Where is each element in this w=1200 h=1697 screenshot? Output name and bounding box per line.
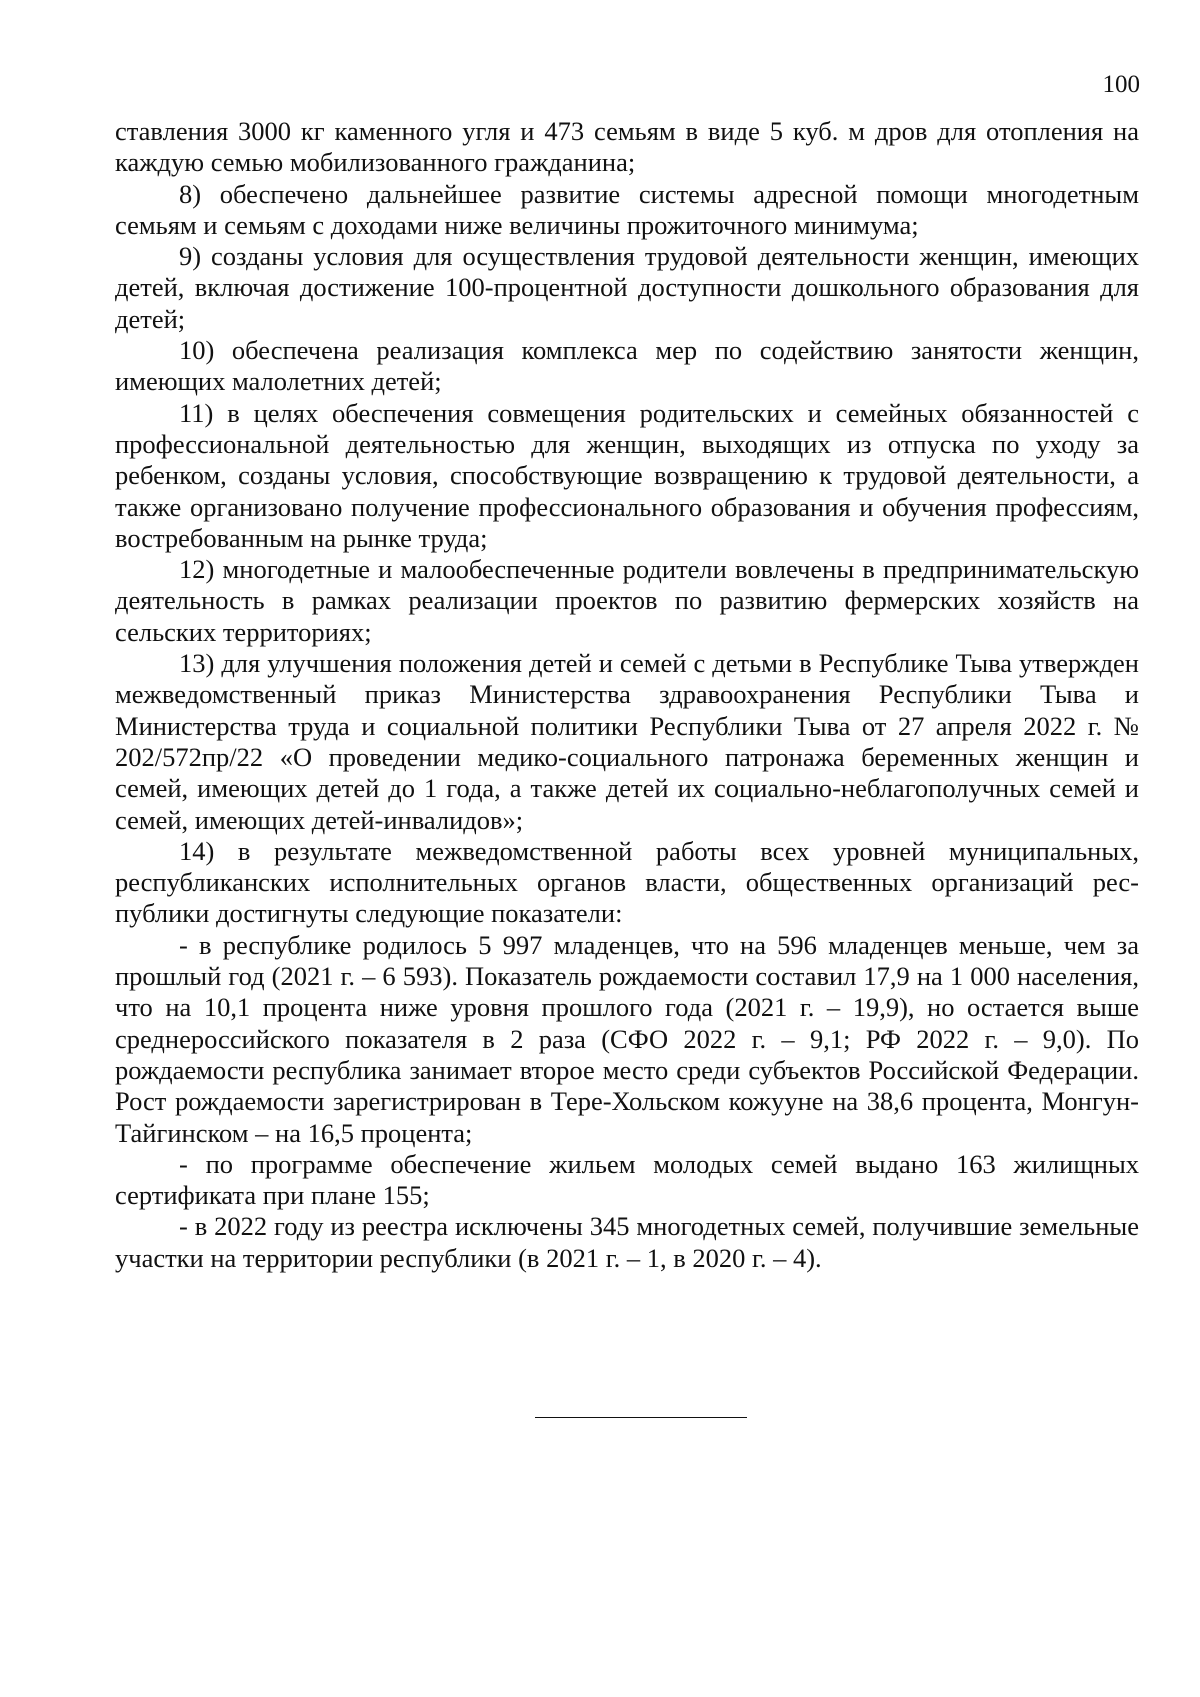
paragraph-continuation: ставления 3000 кг каменного угля и 473 семьям в виде 5 куб. м дров для отопления на каждую семью мобилизованного гражданина; <box>115 116 1139 178</box>
paragraph-item-13: 13) для улучшения положения детей и семей с детьми в Республике Тыва утвержден межведомственный приказ Министерства здравоохранения Республики Тыва и Министерства труда и социальной политики Республики Тыва от 27 апреля 2022 г. № 202/572пр/22 «О проведении медико-социального патронажа беременных женщин и семей, имеющих детей до 1 года, а также детей их социально-неблагополучных семей и семей, имеющих детей-инвалидов»; <box>115 648 1139 835</box>
paragraph-item-8: 8) обеспечено дальнейшее развитие системы адресной помощи многодетным семьям и семьям с доходами ниже величины прожиточного минимума; <box>115 178 1139 240</box>
end-separator-line <box>535 1417 747 1418</box>
paragraph-item-9: 9) созданы условия для осуществления трудовой деятельности женщин, имеющих детей, включая достижение 100-процентной доступности дошкольного образования для детей; <box>115 241 1139 334</box>
paragraph-item-14: 14) в результате межведомственной работы всех уровней муниципальных, республиканских исполнительных органов власти, общественных организаций республики достигнуты следующие показатели: <box>115 835 1139 929</box>
paragraph-item-10: 10) обеспечена реализация комплекса мер по содействию занятости женщин, имеющих малолетних детей; <box>115 335 1139 397</box>
paragraph-item-11: 11) в целях обеспечения совмещения родительских и семейных обязанностей с профессиональной деятельностью для женщин, выходящих из отпуска по уходу за ребенком, созданы условия, способствующие возвращению к трудовой деятельности, а также организовано получение профессионального образования и обучения профессиям, востребованным на рынке труда; <box>115 397 1139 553</box>
paragraph-item-12: 12) многодетные и малообеспеченные родители вовлечены в предпринимательскую деятельность в рамках реализации проектов по развитию фермерских хозяйств на сельских территориях; <box>115 554 1139 647</box>
document-body <box>115 116 1139 1274</box>
paragraph-bullet-births: - в республике родилось 5 997 младенцев, что на 596 младенцев меньше, чем за прошлый год (2021 г. – 6 593). Показатель рождаемости составил 17,9 на 1 000 населения, что на 10,1 процента ниже уровня прошлого года (2021 г. – 19,9), но остается выше среднероссийского показателя в 2 раза (СФО 2022 г. – 9,1; РФ 2022 г. – 9,0). По рождаемости республика занимает второе место среди субъектов Российской Федерации. Рост рождаемости зарегистрирован в Тере-Хольском кожууне на 38,6 процента, Монгун-Тайгинском – на 16,5 процента; <box>115 929 1139 1148</box>
page-number: 100 <box>1102 71 1140 98</box>
paragraph-bullet-housing: - по программе обеспечение жильем молодых семей выдано 163 жилищных сертификата при плане 155; <box>115 1148 1139 1211</box>
paragraph-bullet-land: - в 2022 году из реестра исключены 345 многодетных семей, получившие земельные участки на территории республики (в 2021 г. – 1, в 2020 г. – 4). <box>115 1211 1139 1273</box>
